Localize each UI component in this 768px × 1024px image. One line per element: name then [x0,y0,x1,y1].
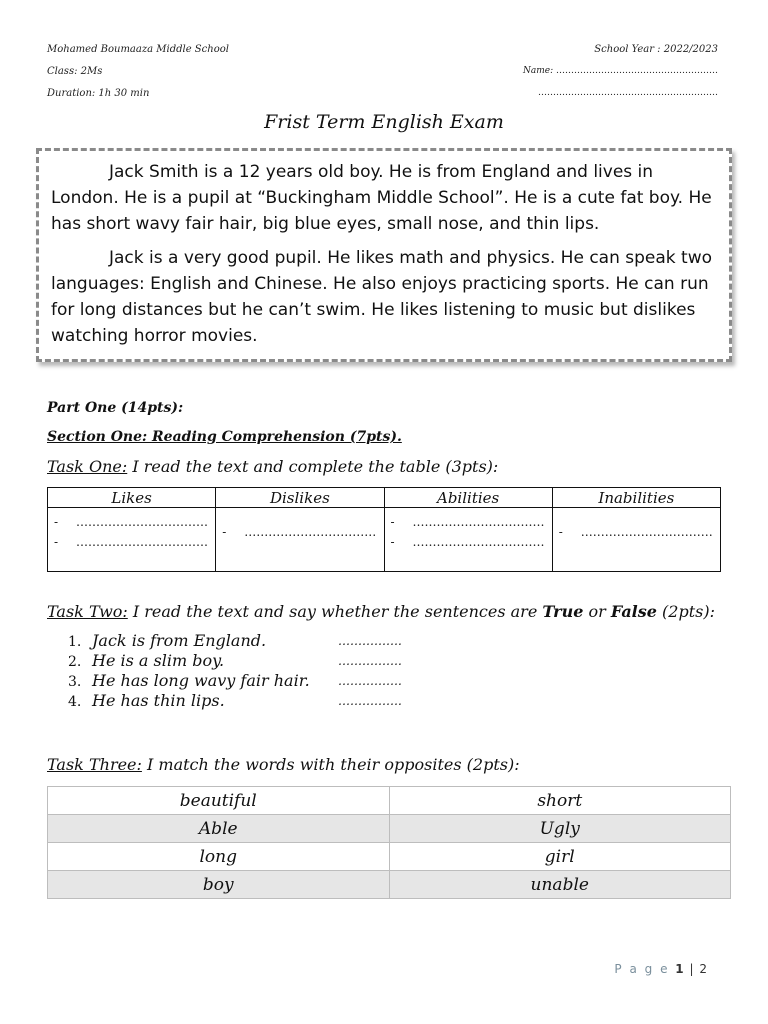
task-two-name: Task Two: [47,602,128,621]
table-row [48,815,731,843]
part-one-heading: Part One (14pts): [47,400,184,416]
task-one-name: Task One: [47,457,128,476]
opposite-cell[interactable]: Ugly [389,815,731,843]
page-footer [614,962,707,976]
likes-cell [48,508,216,572]
false-word: False [610,602,657,621]
task-three-instruction: Task Three: I match the words with their opposites (2pts): [47,755,520,774]
task-one-text: I read the text and complete the table (3pts): [127,457,499,476]
answer-blank[interactable]: ……………. [338,694,402,708]
column-header-abilities: Abilities [384,488,552,508]
name-field[interactable]: Name: ……………………………………………… [523,66,718,76]
inabilities-cell [552,508,720,572]
answer-blank[interactable]: ……………. [338,654,402,668]
column-header-inabilities: Inabilities [552,488,720,508]
word-cell[interactable]: beautiful [48,787,390,815]
task-three-table [47,786,731,899]
table-row [48,843,731,871]
page-number: 1 [675,962,684,976]
column-header-likes: Likes [48,488,216,508]
class-label: Class: 2Ms [47,66,103,77]
opposite-cell[interactable]: short [389,787,731,815]
word-cell[interactable]: Able [48,815,390,843]
name-field-line[interactable]: …………………………………………………… [538,88,718,98]
true-false-list [68,631,402,711]
passage-paragraph-2: Jack is a very good pupil. He likes math and physics. He can speak two languages: English and Chinese. He also enjoys practicing sports. He can run for long distances but he can’t swim. He likes listening to music but dislikes watching horror movies. [51,248,713,346]
opposite-cell[interactable]: girl [389,843,731,871]
blank-line[interactable]: - …………………………… [558,525,713,539]
word-cell[interactable]: boy [48,871,390,899]
table-row [48,787,731,815]
blank-line[interactable]: - …………………………… [222,525,377,539]
opposite-cell[interactable]: unable [389,871,731,899]
blank-line[interactable]: - …………………………… [54,515,208,529]
dislikes-cell [216,508,384,572]
list-item: 2. He is a slim boy. ……………. [68,651,402,670]
school-name: Mohamed Boumaaza Middle School [47,44,229,55]
duration-label: Duration: 1h 30 min [47,88,150,99]
answer-blank[interactable]: ……………. [338,674,402,688]
list-item: 1. Jack is from England. ……………. [68,631,402,650]
task-two-instruction: Task Two: I read the text and say whether the sentences are True or False (2pts): [47,602,715,621]
page-label: P a g e [614,962,670,976]
blank-line[interactable]: - …………………………… [390,515,545,529]
school-year: School Year : 2022/2023 [594,44,718,55]
task-three-name: Task Three: [47,755,142,774]
column-header-dislikes: Dislikes [216,488,384,508]
list-item: 3. He has long wavy fair hair. ……………. [68,671,402,690]
table-row [48,871,731,899]
word-cell[interactable]: long [48,843,390,871]
page-separator: | [689,962,694,976]
reading-passage [36,148,732,362]
true-word: True [542,602,584,621]
answer-blank[interactable]: ……………. [338,634,402,648]
section-one-heading: Section One: Reading Comprehension (7pts). [47,429,402,445]
abilities-cell [384,508,552,572]
exam-title: Frist Term English Exam [264,111,504,133]
task-one-instruction [47,457,498,476]
task-one-table [47,487,721,572]
list-item: 4. He has thin lips. ……………. [68,691,402,710]
page-total: 2 [699,962,707,976]
passage-paragraph-1: Jack Smith is a 12 years old boy. He is from England and lives in London. He is a pupil at “Buckingham Middle School”. He is a cute fat boy. He has short wavy fair hair, big blue eyes, small nose, and thin lips. [51,162,712,234]
blank-line[interactable]: - …………………………… [390,535,545,549]
blank-line[interactable]: - …………………………… [54,535,208,549]
